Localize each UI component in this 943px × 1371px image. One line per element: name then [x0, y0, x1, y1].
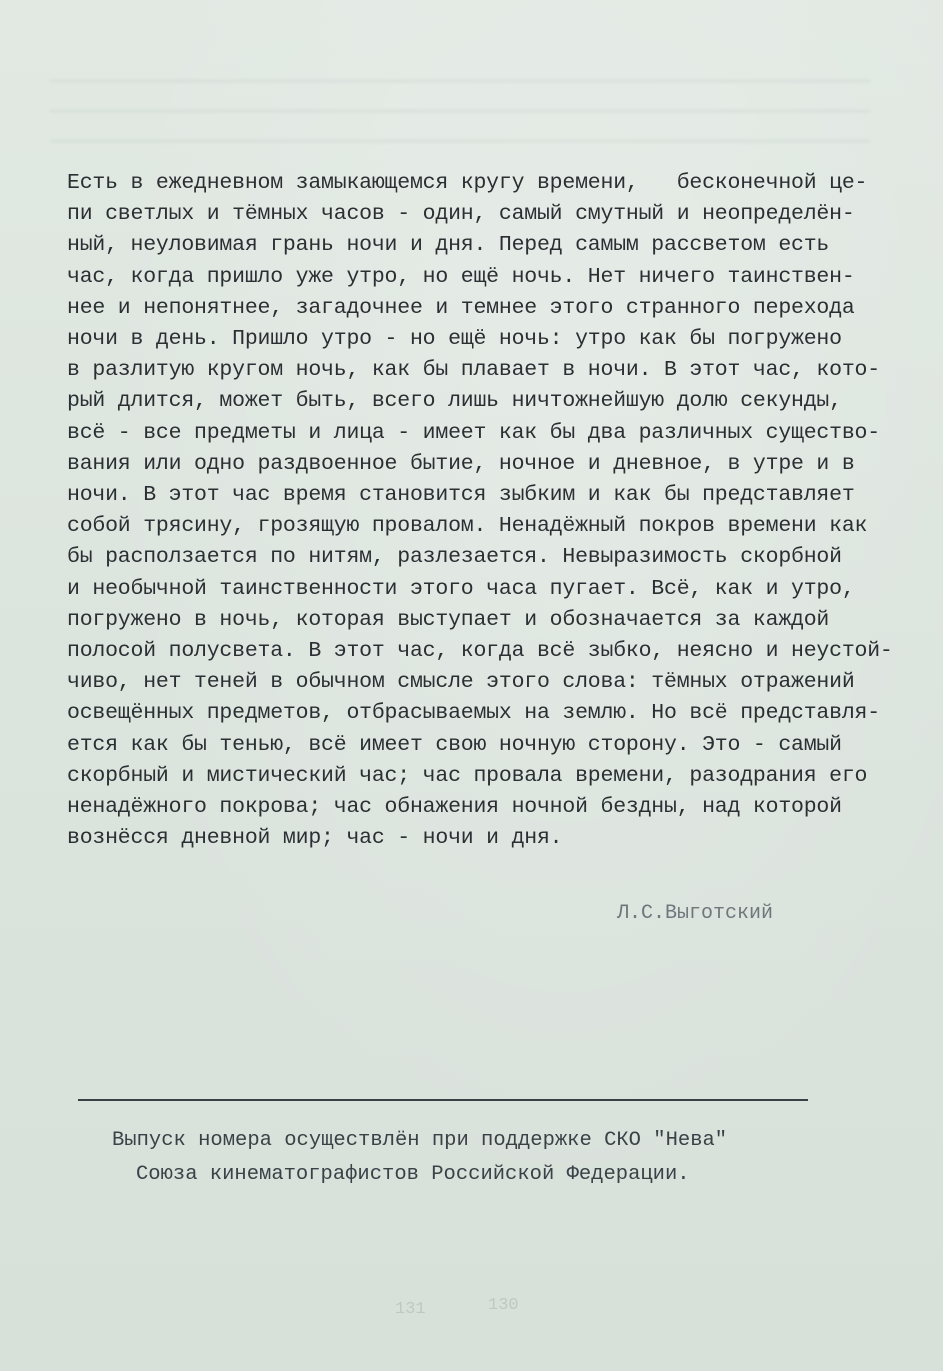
bleed-through-text [50, 80, 870, 160]
text-line: и необычной таинственности этого часа пугает. Всё, как и утро, [67, 576, 855, 601]
text-line: бы расползается по нитям, разлезается. Невыразимость скорбной [67, 545, 842, 570]
text-line: ночи в день. Пришло утро - но ещё ночь: утро как бы погружено [67, 327, 842, 352]
footer-divider [78, 1099, 808, 1101]
text-line: собой трясину, грозящую провалом. Ненадёжный покров времени как [67, 514, 868, 539]
faint-page-number-left: 131 [395, 1300, 426, 1319]
text-line: ется как бы тенью, всё имеет свою ночную сторону. Это - самый [67, 732, 842, 757]
text-line: Есть в ежедневном замыкающемся кругу времени, бесконечной це- [67, 171, 868, 195]
text-line: нее и непонятнее, загадочнее и темнее этого странного перехода [67, 295, 855, 320]
footer-note [112, 1124, 727, 1192]
text-line: рый длится, может быть, всего лишь ничтожнейшую долю секунды, [67, 389, 842, 414]
text-line: пи светлых и тёмных часов - один, самый смутный и неопределён- [67, 202, 855, 227]
footer-line-1: Выпуск номера осуществлён при поддержке СКО "Нева" [112, 1129, 728, 1152]
text-line: час, когда пришло уже утро, но ещё ночь. Нет ничего таинствен- [67, 264, 855, 289]
text-line: полосой полусвета. В этот час, когда всё зыбко, неясно и неустой- [67, 639, 893, 664]
faint-page-number-right: 130 [488, 1296, 519, 1315]
text-line: ный, неуловимая грань ночи и дня. Перед самым рассветом есть [67, 233, 830, 258]
author-signature: Л.С.Выготский [617, 902, 774, 925]
text-line: всё - все предметы и лица - имеет как бы два различных существо- [67, 420, 880, 445]
main-text [67, 168, 907, 854]
text-line: освещённых предметов, отбрасываемых на землю. Но всё представля- [67, 701, 880, 726]
text-line: ненадёжного покрова; час обнажения ночной бездны, над которой [67, 795, 842, 820]
text-line: ночи. В этот час время становится зыбким и как бы представляет [67, 483, 855, 508]
text-line: вания или одно раздвоенное бытие, ночное и дневное, в утре и в [67, 451, 855, 476]
footer-line-2: Союза кинематографистов Российской Федерации. [136, 1163, 690, 1186]
text-line: в разлитую кругом ночь, как бы плавает в ночи. В этот час, кото- [67, 358, 880, 383]
text-line: чиво, нет теней в обычном смысле этого слова: тёмных отражений [67, 670, 855, 695]
text-line: скорбный и мистический час; час провала времени, разодрания его [67, 763, 868, 788]
text-line: вознёсся дневной мир; час - ночи и дня. [67, 826, 563, 851]
text-line: погружено в ночь, которая выступает и обозначается за каждой [67, 607, 830, 632]
